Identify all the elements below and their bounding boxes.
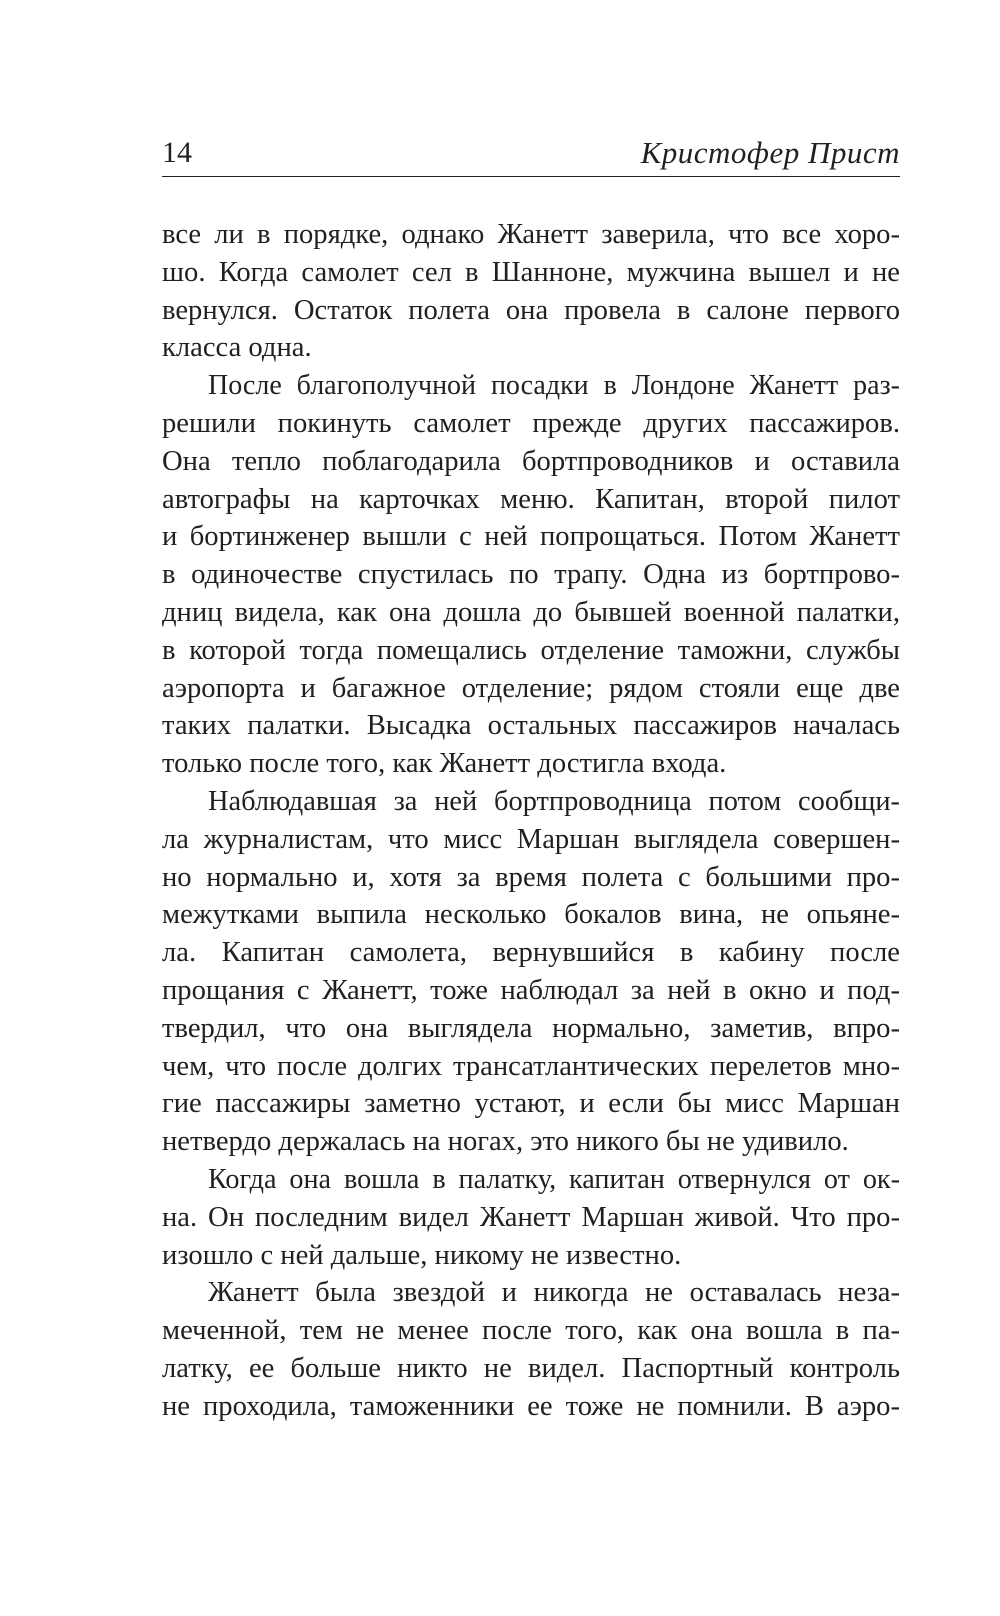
page-number: 14 (162, 136, 192, 169)
running-header (162, 128, 900, 177)
text-line: но нормально и, хотя за время полета с большими про- (162, 861, 900, 893)
text-line: все ли в порядке, однако Жанетт заверила, что все хоро- (162, 219, 900, 250)
text-line: в одиночестве спустилась по трапу. Одна из бортпрово- (162, 559, 900, 591)
text-line: латку, ее больше никто не видел. Паспортный контроль (162, 1352, 900, 1384)
text-line: меченной, тем не менее после того, как она вошла в па- (162, 1315, 900, 1347)
paragraph (162, 216, 900, 367)
text-line: твердил, что она выглядела нормально, заметив, впро- (162, 1012, 900, 1044)
text-line: После благополучной посадки в Лондоне Жанетт раз- (208, 370, 900, 402)
paragraph (162, 1274, 900, 1425)
text-line: решили покинуть самолет прежде других пассажиров. (162, 407, 900, 439)
text-line: межутками выпила несколько бокалов вина, не опьяне- (162, 899, 900, 931)
text-line: вернулся. Остаток полета она провела в салоне первого (162, 294, 900, 326)
text-line: Она тепло поблагодарила бортпроводников и оставила (162, 445, 900, 477)
text-line: в которой тогда помещались отделение таможни, службы (162, 634, 900, 666)
text-line: изошло с ней дальше, никому не известно. (162, 1239, 682, 1271)
text-line: дниц видела, как она дошла до бывшей военной палатки, (162, 596, 900, 628)
text-line: шо. Когда самолет сел в Шанноне, мужчина вышел и не (162, 256, 900, 288)
text-line: ла журналистам, что мисс Маршан выглядела совершен- (162, 823, 900, 855)
text-line: гие пассажиры заметно устают, и если бы мисс Маршан (162, 1088, 900, 1120)
body-text (162, 216, 900, 1426)
paragraph (162, 783, 900, 1161)
text-line: не проходила, таможенники ее тоже не помнили. В аэро- (162, 1390, 900, 1422)
text-line: класса одна. (162, 332, 312, 364)
text-line: Наблюдавшая за ней бортпроводница потом сообщи- (208, 785, 900, 817)
text-line: ла. Капитан самолета, вернувшийся в кабину после (162, 937, 900, 969)
text-line: прощания с Жанетт, тоже наблюдал за ней в окно и под- (162, 974, 900, 1006)
paragraph (162, 367, 900, 783)
text-line: автографы на карточках меню. Капитан, второй пилот (162, 483, 900, 515)
text-line: Жанетт была звездой и никогда не оставалась неза- (208, 1277, 900, 1309)
text-line: чем, что после долгих трансатлантических перелетов мно- (162, 1050, 900, 1082)
paragraph (162, 1161, 900, 1274)
text-line: на. Он последним видел Жанетт Маршан живой. Что про- (162, 1201, 900, 1233)
text-line: аэропорта и багажное отделение; рядом стояли еще две (162, 672, 900, 704)
text-line: нетвердо держалась на ногах, это никого бы не удивило. (162, 1126, 849, 1158)
header-author: Кристофер Прист (640, 135, 900, 170)
text-line: Когда она вошла в палатку, капитан отвернулся от ок- (208, 1163, 900, 1195)
text-line: только после того, как Жанетт достигла входа. (162, 748, 727, 780)
text-line: таких палатки. Высадка остальных пассажиров началась (162, 710, 900, 742)
text-line: и бортинженер вышли с ней попрощаться. Потом Жанетт (162, 521, 900, 553)
